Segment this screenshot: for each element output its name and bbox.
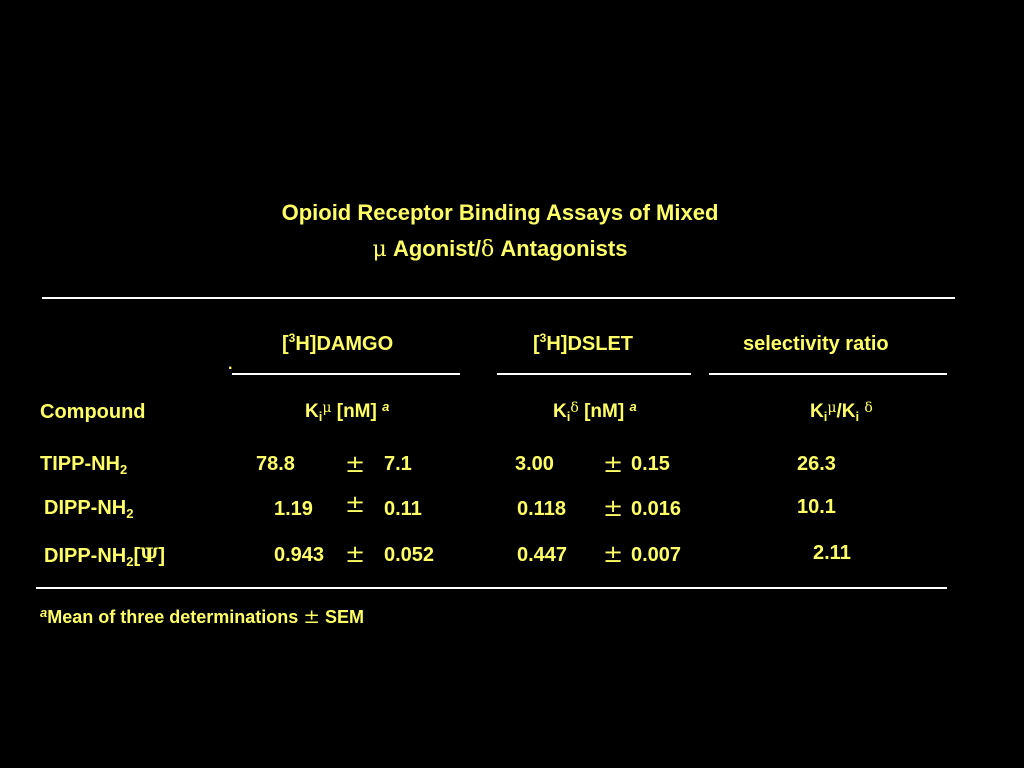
stray-dot: . [228, 356, 233, 373]
row-3-damgo-pm: ± [345, 540, 366, 568]
row-2-dslet-pm: ± [603, 494, 624, 522]
selectivity-group-rule [709, 373, 947, 375]
compound-subscript: 2 [126, 554, 134, 569]
ki-mu-symbol: μ [322, 400, 332, 416]
header-dslet-bracket: [ [533, 333, 540, 355]
slide-title-line-2 [0, 236, 1000, 262]
header-damgo-name: H]DAMGO [295, 333, 394, 355]
row-1-dslet-pm: ± [603, 450, 624, 478]
ratio-k1: K [810, 401, 824, 422]
header-damgo-isotope: 3 [288, 331, 296, 345]
ki-delta-symbol: δ [570, 400, 579, 416]
row-3-damgo-err: 0.052 [384, 544, 435, 566]
compound-subscript: 2 [120, 462, 128, 477]
table-row-2-compound [44, 497, 133, 520]
table-top-rule [42, 297, 955, 299]
ki-i: i [566, 409, 571, 424]
compound-name: DIPP-NH [44, 497, 127, 519]
ki-i: i [318, 409, 323, 424]
header-damgo-bracket: [ [282, 333, 289, 355]
footnote-mark: a [40, 605, 48, 620]
footnote-mark-dslet: a [629, 399, 637, 414]
compound-bracket-close: ] [158, 545, 166, 567]
ratio-i2: i [855, 409, 860, 424]
title-antagonists: Antagonists [494, 236, 628, 261]
table-row-1-compound [40, 453, 127, 476]
ratio-delta-symbol: δ [864, 400, 873, 416]
compound-bracket-open: [ [133, 545, 141, 567]
subheader-ki-delta [553, 401, 637, 423]
slide-title-line-1 [0, 200, 1000, 226]
row-2-damgo-pm: ± [345, 490, 366, 518]
header-selectivity: selectivity ratio [743, 333, 889, 355]
subheader-ratio [810, 401, 873, 423]
table-bottom-rule [36, 587, 947, 589]
ki-k: K [305, 401, 319, 422]
footnote-suffix: SEM [320, 607, 365, 627]
row-1-damgo-value: 78.8 [256, 453, 295, 475]
psi-symbol: Ψ [140, 543, 159, 567]
row-3-dslet-value: 0.447 [517, 544, 568, 566]
ratio-k2: K [841, 401, 856, 422]
ki-k: K [553, 401, 567, 422]
row-2-ratio: 10.1 [797, 496, 836, 518]
row-2-damgo-err: 0.11 [384, 498, 422, 520]
footnote [40, 604, 364, 628]
row-3-dslet-err: 0.007 [631, 544, 682, 566]
row-1-dslet-value: 3.00 [515, 453, 554, 475]
header-dslet [533, 333, 633, 356]
row-2-dslet-err: 0.016 [631, 498, 682, 520]
row-1-damgo-pm: ± [345, 450, 366, 478]
header-damgo [282, 333, 393, 356]
row-3-ratio: 2.11 [813, 542, 851, 564]
title-agonist: Agonist/ [386, 236, 481, 261]
table-row-3-compound [44, 543, 165, 568]
header-dslet-isotope: 3 [539, 331, 547, 345]
row-1-dslet-err: 0.15 [631, 453, 670, 475]
header-dslet-name: H]DSLET [546, 333, 634, 355]
ki-unit: [nM] [584, 401, 625, 422]
footnote-mark-damgo: a [382, 399, 390, 414]
row-3-dslet-pm: ± [603, 540, 624, 568]
dslet-group-rule [497, 373, 691, 375]
row-2-damgo-value: 1.19 [274, 498, 313, 520]
delta-symbol: δ [480, 237, 495, 262]
damgo-group-rule [232, 373, 460, 375]
title-text-1: Opioid Receptor Binding Assays of Mixed [281, 200, 719, 225]
ki-unit: [nM] [336, 401, 377, 422]
compound-name: DIPP-NH [44, 545, 127, 567]
subheader-ki-mu [305, 401, 389, 423]
footnote-pm: ± [303, 604, 321, 628]
header-compound: Compound [40, 401, 146, 423]
row-1-damgo-err: 7.1 [384, 453, 412, 475]
row-1-ratio: 26.3 [797, 453, 836, 475]
row-2-dslet-value: 0.118 [517, 498, 566, 520]
row-3-damgo-value: 0.943 [274, 544, 325, 566]
ratio-slash: / [836, 401, 842, 422]
footnote-text: Mean of three determinations [47, 607, 304, 627]
mu-symbol: μ [372, 237, 387, 262]
ratio-mu-symbol: μ [827, 400, 837, 416]
compound-name: TIPP-NH [40, 453, 120, 475]
ratio-i1: i [823, 409, 828, 424]
compound-subscript: 2 [126, 506, 134, 521]
